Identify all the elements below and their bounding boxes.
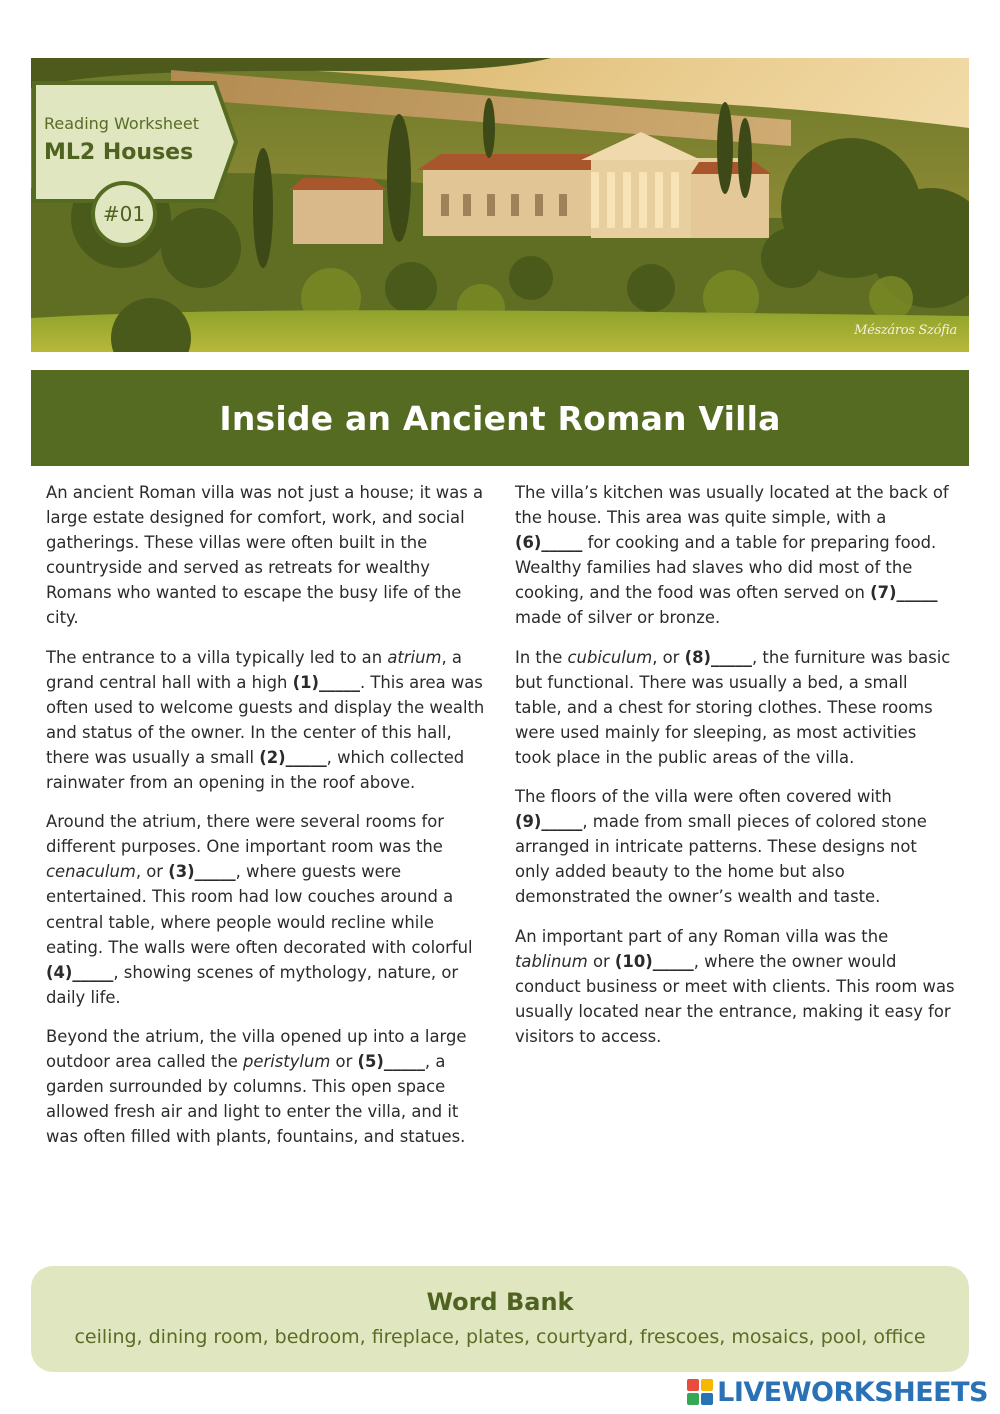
latin-term: tablinum — [515, 951, 588, 971]
latin-term: cenaculum — [46, 862, 136, 882]
left-column — [46, 480, 488, 1163]
logo-text: LIVEWORKSHEETS — [717, 1376, 988, 1408]
page-title: Inside an Ancient Roman Villa — [219, 398, 781, 438]
blank-7[interactable]: (7)_____ — [870, 583, 938, 603]
blank-4[interactable]: (4)_____ — [46, 962, 114, 982]
blank-3[interactable]: (3)_____ — [168, 862, 236, 882]
paragraph-tablinum: An important part of any Roman villa was the tablinum or (10)_____, where the owner would conduct business or meet with clients. This room was usually located near the entrance, making it easy for visitors to access. — [515, 926, 955, 1046]
paragraph-atrium: The entrance to a villa typically led to an atrium, a grand central hall with a high (1)_____. This area was often used to welcome guests and display the wealth and status of the owner. In the center of this hall, there was usually a small (2)_____, which collected rainwater from an opening in the roof above. — [46, 647, 485, 793]
latin-term: peristylum — [242, 1051, 331, 1071]
worksheet-title: ML2 Houses — [44, 140, 194, 165]
paragraph-cenaculum: Around the atrium, there were several rooms for different purposes. One important room was the cenaculum, or (3)_____, where guests were entertained. This room had low couches around a central table, where people would recline while eating. The walls were often decorated with colorful (4)_____, showing scenes of mythology, nature, or daily life. — [46, 812, 473, 1007]
blank-1[interactable]: (1)_____ — [292, 672, 360, 692]
paragraph-floors: The floors of the villa were often covered with (9)_____, made from small pieces of colored stone arranged in intricate patterns. These designs not only added beauty to the home but also demonstrated the owner’s wealth and taste. — [515, 787, 927, 907]
right-column — [515, 480, 955, 1063]
logo-squares-icon — [687, 1379, 713, 1405]
blank-9[interactable]: (9)_____ — [515, 812, 583, 832]
blank-10[interactable]: (10)_____ — [614, 951, 694, 971]
latin-term: cubiculum — [567, 647, 653, 667]
paragraph-cubiculum: In the cubiculum, or (8)_____, the furniture was basic but functional. There was usually a bed, a small table, and a chest for storing clothes. These rooms were used mainly for sleeping, as most activities took place in the public areas of the villa. — [515, 647, 951, 767]
word-bank-words: ceiling, dining room, bedroom, fireplace, plates, courtyard, frescoes, mosaics, pool, office — [74, 1326, 926, 1348]
blank-8[interactable]: (8)_____ — [684, 647, 752, 667]
worksheet-number: #01 — [91, 181, 157, 247]
paragraph-peristylum: Beyond the atrium, the villa opened up into a large outdoor area called the peristylum or (5)_____, a garden surrounded by columns. This open space allowed fresh air and light to enter the villa, and it was often filled with plants, fountains, and statues. — [46, 1026, 467, 1147]
liveworksheets-logo[interactable] — [687, 1376, 988, 1408]
paragraph-intro: An ancient Roman villa was not just a house; it was a large estate designed for comfort, work, and social gatherings. These villas were often built in the countryside and served as retreats for wealthy Romans who wanted to escape the busy life of the city. — [46, 483, 484, 628]
word-bank — [31, 1266, 969, 1372]
paragraph-kitchen: The villa’s kitchen was usually located at the back of the house. This area was quite simple, with a (6)_____ for cooking and a table for preparing food. Wealthy families had slaves who did most of the cooking, and the food was often served on (7)_____ made of silver or bronze. — [515, 483, 949, 628]
latin-term: atrium — [387, 647, 442, 667]
blank-2[interactable]: (2)_____ — [259, 747, 327, 767]
photo-credit: Mészáros Szófia — [854, 323, 957, 338]
blank-5[interactable]: (5)_____ — [357, 1051, 425, 1071]
word-bank-title: Word Bank — [426, 1288, 574, 1316]
blank-6[interactable]: (6)_____ — [515, 533, 583, 553]
worksheet-kicker: Reading Worksheet — [44, 114, 199, 133]
title-bar — [31, 370, 969, 466]
